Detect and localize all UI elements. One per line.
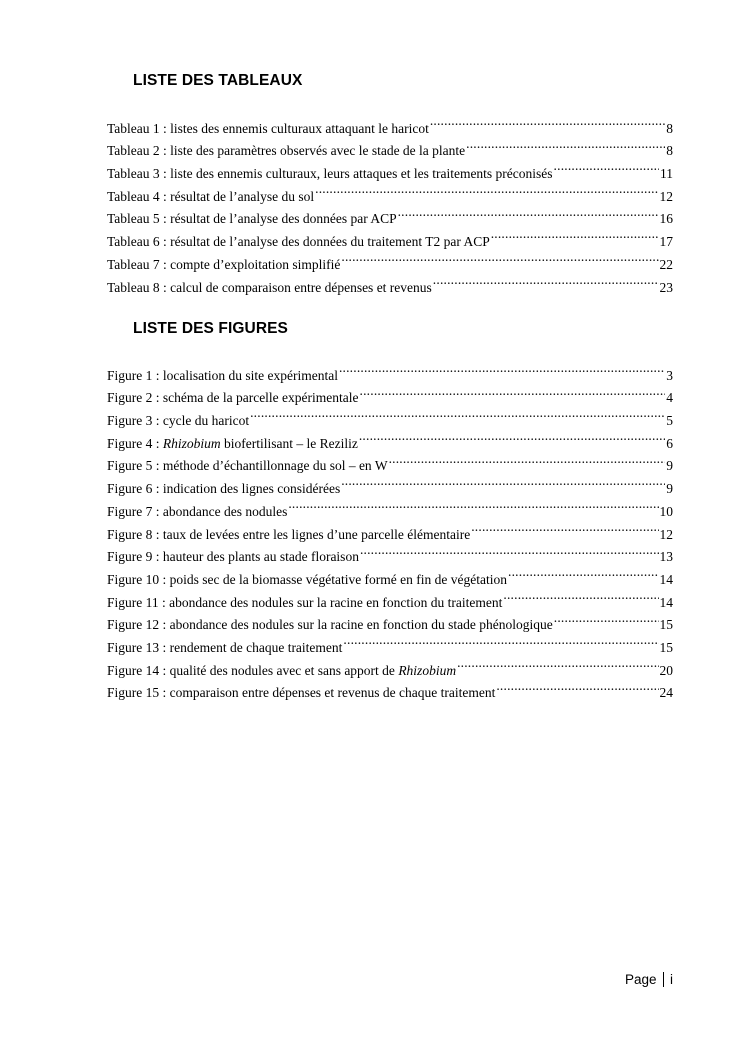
toc-label: Tableau 8 : calcul de comparaison entre dépenses et revenus: [107, 279, 432, 295]
toc-page-number: 23: [659, 279, 673, 295]
toc-label-suffix: biofertilisant – le Reziliz: [220, 435, 358, 451]
toc-page-number: 22: [659, 256, 673, 272]
toc-page-number: 3: [666, 367, 673, 383]
toc-page-number: 9: [666, 481, 673, 497]
toc-label: Tableau 4 : résultat de l’analyse du sol: [107, 188, 315, 204]
toc-page-number: 9: [666, 458, 673, 474]
dot-leader: [341, 246, 658, 269]
toc-page-number: 12: [659, 188, 673, 204]
dot-leader: [398, 201, 659, 224]
toc-label: Figure 11 : abondance des nodules sur la racine en fonction du traitement: [107, 594, 503, 610]
toc-page-number: 10: [659, 503, 673, 519]
dot-leader: [343, 629, 658, 652]
dot-leader: [433, 269, 659, 292]
dot-leader: [360, 380, 666, 403]
toc-label: Tableau 3 : liste des ennemis culturaux, leurs attaques et les traitements préconisés: [107, 166, 553, 182]
dot-leader: [503, 584, 658, 607]
toc-label: Tableau 7 : compte d’exploitation simplifié: [107, 256, 341, 272]
toc-label: Figure 5 : méthode d’échantillonnage du sol – en W: [107, 458, 388, 474]
toc-label: [107, 433, 358, 456]
toc-page-number: 14: [659, 594, 673, 610]
dot-leader: [554, 155, 659, 178]
dot-leader: [457, 652, 658, 675]
toc-label: Figure 1 : localisation du site expérimental: [107, 367, 338, 383]
dot-leader: [389, 448, 666, 471]
page-footer: [625, 972, 673, 987]
figure-entry-1[interactable]: [107, 357, 673, 383]
toc-page-number: 20: [659, 662, 673, 678]
toc-page-number: 8: [666, 143, 673, 159]
toc-page-number: 15: [659, 639, 673, 655]
toc-label: Figure 6 : indication des lignes considérées: [107, 481, 341, 497]
toc-page-number: 13: [659, 549, 673, 565]
toc-label-italic: Rhizobium: [162, 435, 221, 451]
toc-page-number: 11: [660, 166, 673, 182]
dot-leader: [250, 402, 665, 425]
toc-page-number: 6: [666, 435, 673, 451]
toc-label: Tableau 1 : listes des ennemis culturaux attaquant le haricot: [107, 120, 429, 136]
table-entry-1[interactable]: [107, 110, 673, 136]
toc-page-number: 16: [659, 211, 673, 227]
toc-label-italic: Rhizobium: [398, 662, 457, 678]
toc-label: Figure 3 : cycle du haricot: [107, 413, 250, 429]
dot-leader: [554, 607, 659, 630]
toc-label: Figure 8 : taux de levées entre les lignes d’une parcelle élémentaire: [107, 526, 471, 542]
footer-page-word: Page: [624, 972, 657, 987]
toc-label: Figure 2 : schéma de la parcelle expérimentale: [107, 390, 359, 406]
dot-leader: [496, 675, 658, 698]
dot-leader: [491, 223, 659, 246]
dot-leader: [339, 357, 665, 380]
toc-label: Figure 15 : comparaison entre dépenses et revenus de chaque traitement: [107, 685, 496, 701]
dot-leader: [360, 539, 659, 562]
toc-page-number: 12: [659, 526, 673, 542]
toc-label-prefix: Figure 14 : qualité des nodules avec et sans apport de: [107, 662, 399, 678]
dot-leader: [430, 110, 665, 133]
tables-heading: LISTE DES TABLEAUX: [133, 72, 303, 89]
toc-page-number: 4: [666, 390, 673, 406]
toc-page-number: 14: [659, 571, 673, 587]
figures-list: [107, 357, 673, 701]
toc-label: Figure 13 : rendement de chaque traitement: [107, 639, 343, 655]
dot-leader: [471, 516, 658, 539]
toc-page-number: 15: [659, 617, 673, 633]
toc-page-number: 8: [666, 120, 673, 136]
footer-page-number: i: [670, 972, 673, 987]
dot-leader: [466, 133, 665, 156]
toc-page-number: 24: [659, 685, 673, 701]
toc-label: Figure 12 : abondance des nodules sur la racine en fonction du stade phénologique: [107, 617, 553, 633]
dot-leader: [288, 493, 658, 516]
toc-label: Tableau 2 : liste des paramètres observés avec le stade de la plante: [107, 143, 466, 159]
figures-heading: LISTE DES FIGURES: [133, 320, 288, 337]
toc-label-prefix: Figure 4 :: [107, 435, 163, 451]
dot-leader: [341, 470, 665, 493]
toc-label: Tableau 6 : résultat de l’analyse des données du traitement T2 par ACP: [107, 234, 490, 250]
toc-label: Figure 7 : abondance des nodules: [107, 503, 288, 519]
dot-leader: [508, 561, 658, 584]
toc-label: Figure 9 : hauteur des plants au stade floraison: [107, 549, 359, 565]
toc-label: [107, 660, 456, 683]
dot-leader: [315, 178, 658, 201]
toc-page-number: 17: [659, 234, 673, 250]
toc-label: Tableau 5 : résultat de l’analyse des données par ACP: [107, 211, 397, 227]
footer-separator: [663, 972, 665, 987]
dot-leader: [359, 425, 665, 448]
toc-page-number: 5: [666, 413, 673, 429]
toc-label: Figure 10 : poids sec de la biomasse végétative formé en fin de végétation: [107, 571, 508, 587]
tables-list: [107, 110, 673, 295]
